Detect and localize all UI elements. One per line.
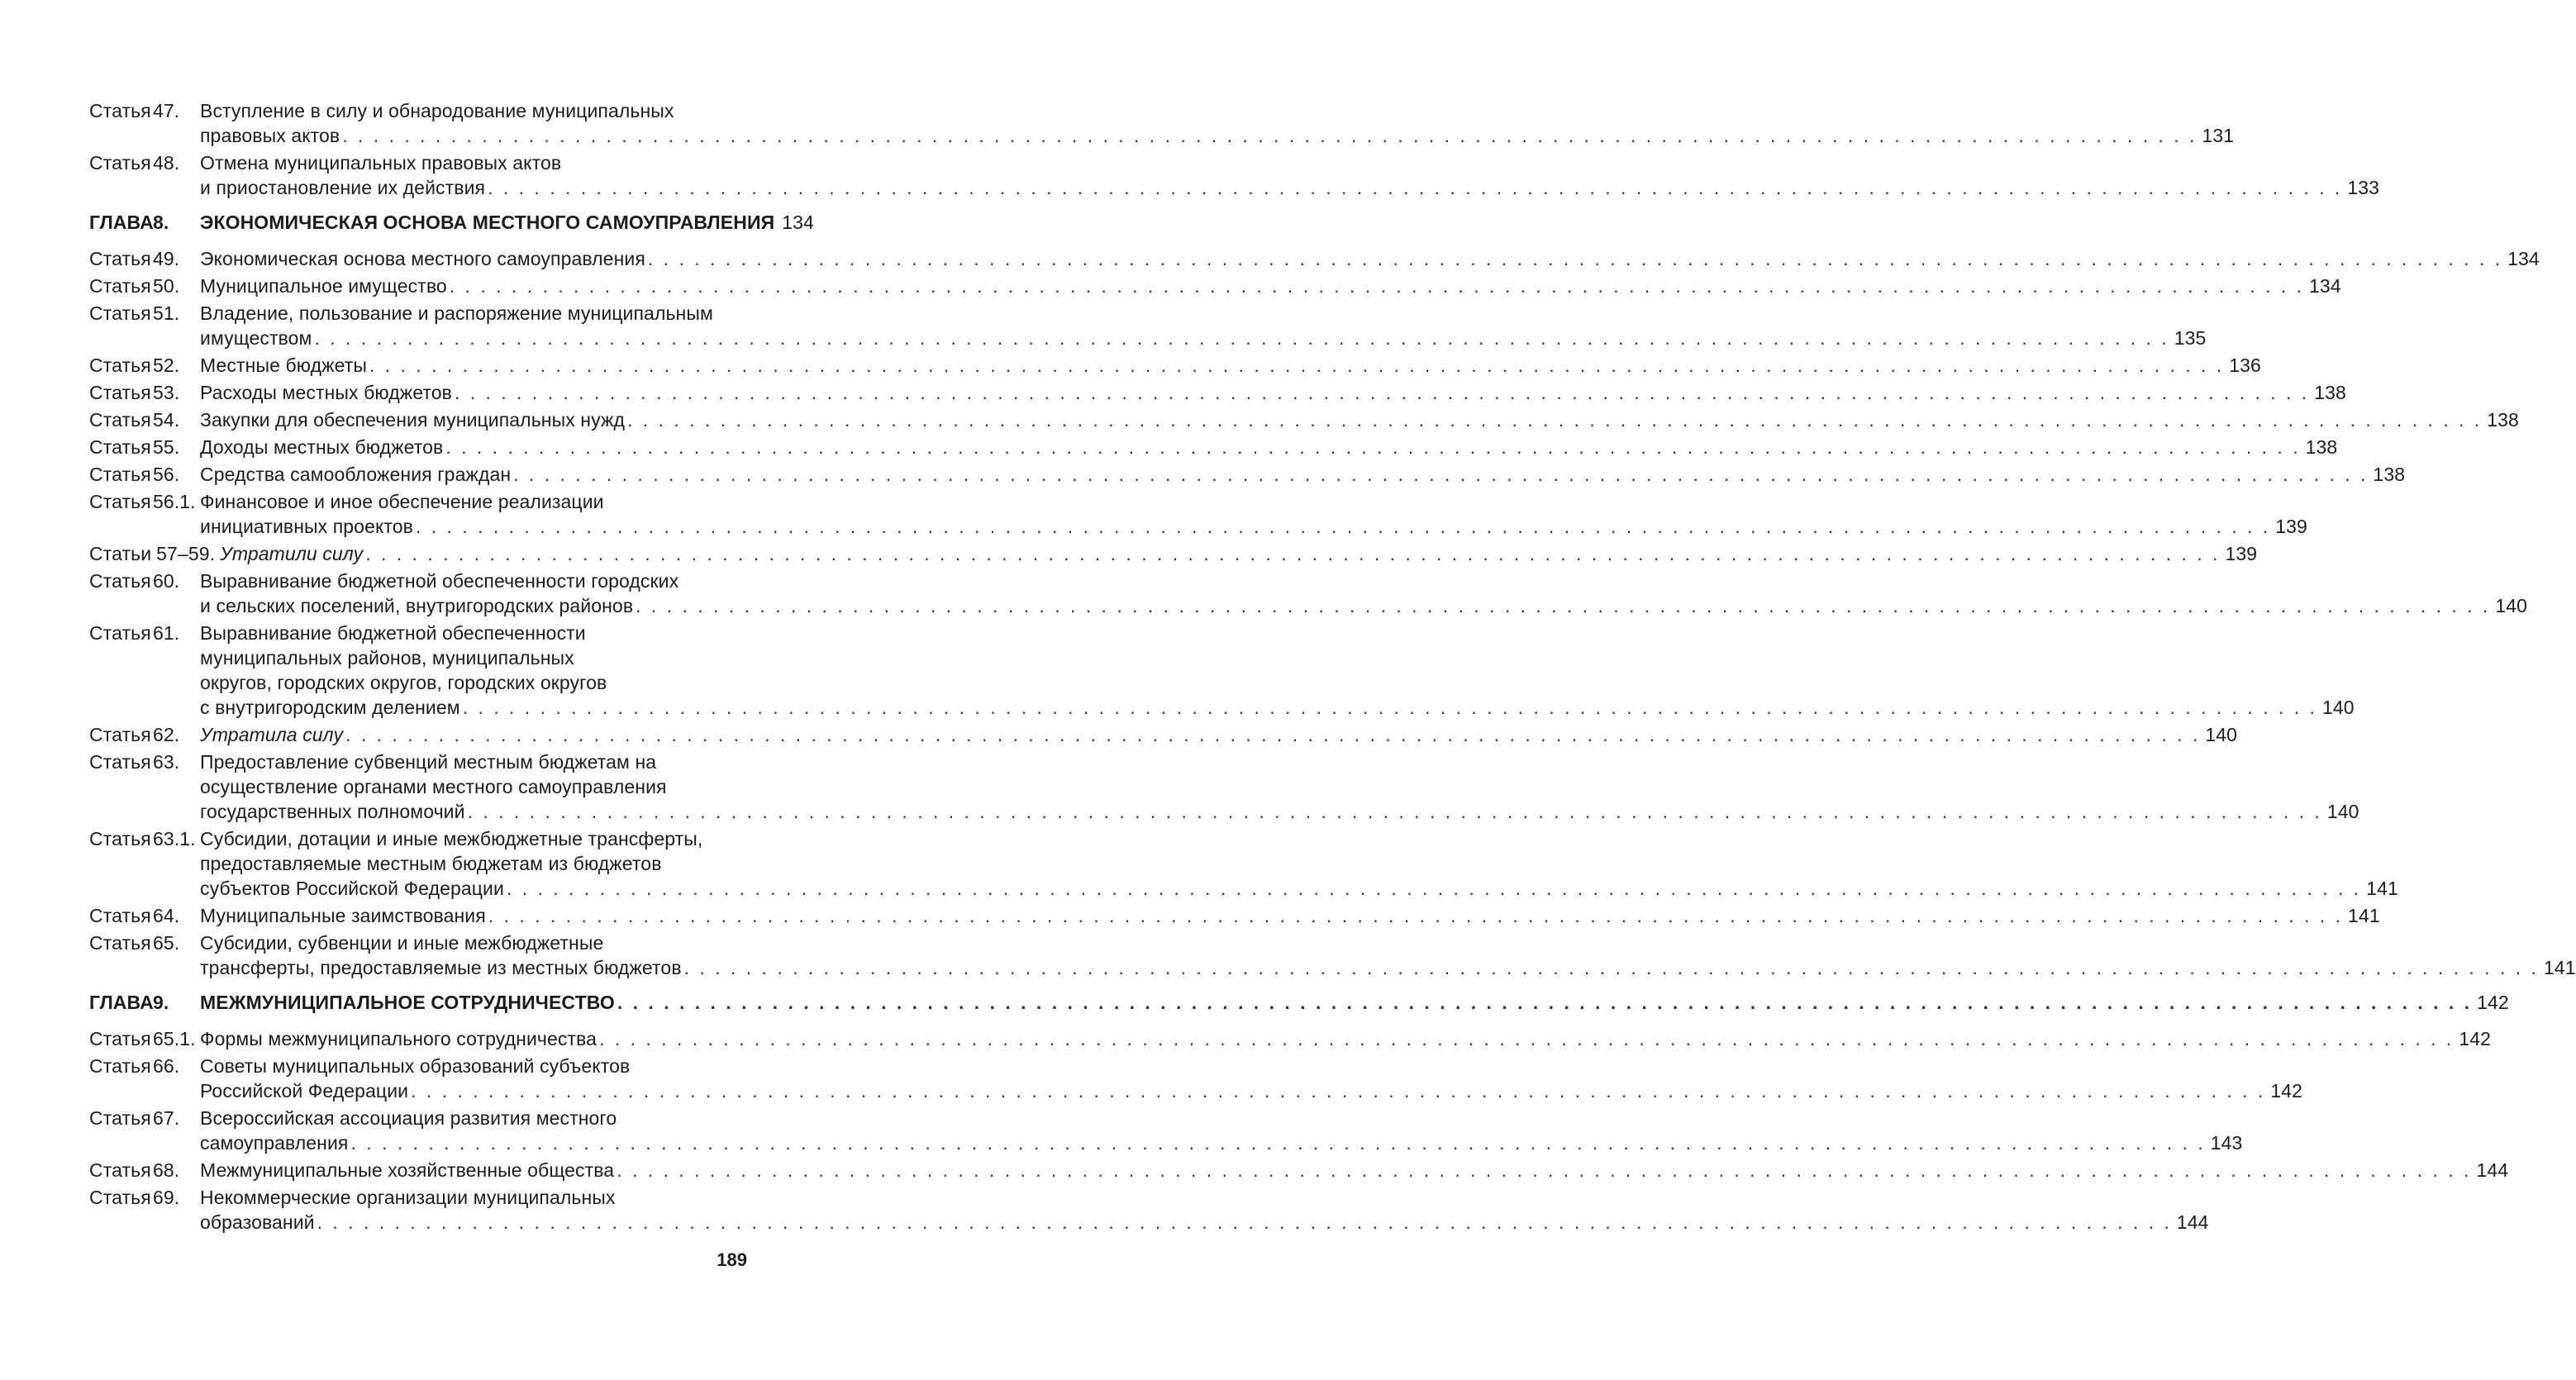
toc-article-entry xyxy=(89,569,2528,618)
entry-title-line: субъектов Российской Федерации xyxy=(200,878,504,899)
entry-title-line: Отмена муниципальных правовых актов xyxy=(200,152,562,174)
entry-label-word: Статья xyxy=(89,464,151,485)
entry-title-line: и приостановление их действия xyxy=(200,177,486,198)
entry-title-line: ЭКОНОМИЧЕСКАЯ ОСНОВА МЕСТНОГО САМОУПРАВЛЕНИЯ xyxy=(200,212,775,233)
toc-article-entry xyxy=(89,489,2307,539)
entry-title-line: Закупки для обеспечения муниципальных нужд xyxy=(200,409,625,431)
entry-page-number: 138 xyxy=(2314,382,2346,403)
toc-article-entry xyxy=(89,749,2359,824)
entry-number: 63.1. xyxy=(153,828,196,849)
entry-title-line: самоуправления xyxy=(200,1132,349,1154)
entry-label xyxy=(89,407,200,432)
dot-leader: . . . . . . . . . . . . . . . . . . . . . . . . . . . . . . . . . . . . . . . . . . . . . . . . . . . . . . . . . . . . . . . . . . . . . . . . . . . . . . . . . . . . . . . . . . . . . . . . . . . . . . . . . . . . . . . . . . . . . . . . xyxy=(350,1132,2206,1154)
entry-title-line: Субсидии, субвенции и иные межбюджетные xyxy=(200,932,604,954)
toc-article-entry xyxy=(89,826,2398,901)
toc-article-entry xyxy=(89,380,2346,405)
entry-label-word: Статья xyxy=(89,1028,151,1049)
entry-label-word: Статья xyxy=(89,751,151,773)
entry-label-word: Статья xyxy=(89,409,151,431)
entry-title xyxy=(200,150,2380,200)
entry-label-word: Статья xyxy=(89,302,151,324)
entry-label xyxy=(89,1026,200,1051)
entry-number: 62. xyxy=(153,724,180,745)
entry-page-number: 134 xyxy=(782,212,814,233)
entry-label xyxy=(89,621,200,720)
toc-article-entry xyxy=(89,435,2338,459)
entry-title-line: Вступление в силу и обнародование муниципальных xyxy=(200,100,674,121)
entry-title xyxy=(200,407,2519,432)
dot-leader: . . . . . . . . . . . . . . . . . . . . . . . . . . . . . . . . . . . . . . . . . . . . . . . . . . . . . . . . . . . . . . . . . . . . . . . . . . . . . . . . . . . . . . . . . . . . . . . . . . . . . . . . . . . . . . . . . . . . . . . . xyxy=(599,1028,2455,1049)
toc-article-entry xyxy=(89,722,2238,747)
entry-label-word: Статья xyxy=(89,570,151,592)
entry-title-line: Выравнивание бюджетной обеспеченности городских xyxy=(200,570,679,592)
entry-label-word: ГЛАВА xyxy=(89,212,154,233)
entry-number: 51. xyxy=(153,302,180,324)
entry-title-line: трансферты, предоставляемые из местных бюджетов xyxy=(200,957,682,978)
entry-title-line: Доходы местных бюджетов xyxy=(200,436,444,458)
entry-title xyxy=(200,990,2509,1015)
entry-title-line: Межмуниципальные хозяйственные общества xyxy=(200,1159,615,1181)
toc-article-entry xyxy=(89,1054,2303,1103)
entry-title xyxy=(200,1106,2243,1155)
entry-page-number: 140 xyxy=(2321,697,2355,718)
entry-title xyxy=(200,749,2359,824)
entry-label xyxy=(89,1106,200,1155)
entry-number: 57–59. xyxy=(156,543,216,564)
entry-label xyxy=(89,98,200,148)
toc-article-entry xyxy=(89,353,2261,378)
dot-leader: . . . . . . . . . . . . . . . . . . . . . . . . . . . . . . . . . . . . . . . . . . . . . . . . . . . . . . . . . . . . . . . . . . . . . . . . . . . . . . . . . . . . . . . . . . . . . . . . . . . . . . . . . . . . . . . . . . . . . . . . xyxy=(314,327,2169,349)
entry-label-word: Статья xyxy=(89,932,151,954)
entry-label-word: Статья xyxy=(89,1107,151,1129)
entry-number: 9. xyxy=(153,992,169,1013)
dot-leader: . . . . . . . . . . . . . . . . . . . . . . . . . . . . . . . . . . . . . . . . . . . . . . . . . . . . . . . . . . . . . . . . . . . . . . . . . . . . . . . . . . . . . . . . . . . . . . . . . . . . . . . . . . . . . . . . . . . . . . . . xyxy=(365,543,2221,564)
dot-leader: . . . . . . . . . . . . . . . . . . . . . . . . . . . . . . . . . . . . . . . . . . . . . . . . . . . . . . . . . . . . . . . . . . . . . . . . . . . . . . . . . . . . . . . . . . . . . . . . . . . . . . . . . . . . . . . . . . . . . . . . xyxy=(411,1080,2266,1102)
entry-label xyxy=(89,541,215,566)
entry-label xyxy=(89,569,200,618)
entry-page-number: 144 xyxy=(2176,1211,2209,1233)
entry-title xyxy=(200,380,2346,405)
entry-title xyxy=(200,246,2540,271)
entry-label xyxy=(89,150,200,200)
toc-article-entry xyxy=(89,98,2235,148)
entry-title-line: Российской Федерации xyxy=(200,1080,409,1102)
entry-number: 64. xyxy=(153,905,180,926)
toc-chapter-entry xyxy=(89,990,2509,1015)
entry-title-line: Утратила силу xyxy=(200,724,344,745)
entry-label-word: Статьи xyxy=(89,543,152,564)
entry-title-line: Владение, пользование и распоряжение муниципальным xyxy=(200,302,713,324)
entry-title-line: осуществление органами местного самоуправления xyxy=(200,776,667,797)
entry-title xyxy=(200,569,2528,618)
entry-title xyxy=(200,274,2341,298)
entry-label xyxy=(89,990,200,1015)
entry-title-line: муниципальных районов, муниципальных xyxy=(200,647,574,669)
entry-page-number: 138 xyxy=(2373,464,2406,485)
entry-label xyxy=(89,274,200,298)
dot-leader: . . . . . . . . . . . . . . . . . . . . . . . . . . . . . . . . . . . . . . . . . . . . . . . . . . . . . . . . . . . . . . . . . . . . . . . . . . . . . . . . . . . . . . . . . . . . . . . . . . . . . . . . . . . . . . . . . . . . . . . . xyxy=(342,125,2197,146)
entry-number: 69. xyxy=(153,1187,180,1208)
entry-number: 63. xyxy=(153,751,180,773)
entry-page-number: 135 xyxy=(2174,327,2207,349)
entry-page-number: 140 xyxy=(2205,724,2238,745)
dot-leader: . . . . . . . . . . . . . . . . . . . . . . . . . . . . . . . . . . . . . . . . . . . . . . . . . . . . . . . . . . . . . . . . . . . . . . . . . . . . . . . . . . . . . . . . . . . . . . . . . . . . . . . . . . . . . . . . . . . . . . . . xyxy=(617,992,2473,1013)
dot-leader: . . . . . . . . . . . . . . . . . . . . . . . . . . . . . . . . . . . . . . . . . . . . . . . . . . . . . . . . . . . . . . . . . . . . . . . . . . . . . . . . . . . . . . . . . . . . . . . . . . . . . . . . . . . . . . . . . . . . . . . . xyxy=(467,801,2322,822)
entry-page-number: 140 xyxy=(2495,595,2528,616)
entry-label-word: Статья xyxy=(89,248,151,269)
toc-chapter-entry xyxy=(89,210,814,235)
entry-page-number: 139 xyxy=(2275,516,2307,537)
entry-title-line: Утратили силу xyxy=(220,543,364,564)
entry-label-word: Статья xyxy=(89,1055,151,1077)
toc-article-entry xyxy=(89,462,2406,487)
entry-number: 67. xyxy=(153,1107,180,1129)
entry-title-line: и сельских поселений, внутригородских районов xyxy=(200,595,634,616)
entry-title-line: с внутригородским делением xyxy=(200,697,460,718)
entry-page-number: 141 xyxy=(2366,878,2398,899)
entry-page-number: 140 xyxy=(2326,801,2359,822)
entry-number: 54. xyxy=(153,409,180,431)
entry-title-line: МЕЖМУНИЦИПАЛЬНОЕ СОТРУДНИЧЕСТВО xyxy=(200,992,615,1013)
entry-page-number: 136 xyxy=(2229,355,2261,376)
entry-page-number: 141 xyxy=(2348,905,2380,926)
entry-number: 50. xyxy=(153,275,180,297)
entry-title xyxy=(200,489,2307,539)
entry-page-number: 143 xyxy=(2210,1132,2243,1154)
dot-leader: . . . . . . . . . . . . . . . . . . . . . . . . . . . . . . . . . . . . . . . . . . . . . . . . . . . . . . . . . . . . . . . . . . . . . . . . . . . . . . . . . . . . . . . . . . . . . . . . . . . . . . . . . . . . . . . . . . . . . . . . xyxy=(317,1211,2172,1233)
entry-label-word: Статья xyxy=(89,152,151,174)
entry-title xyxy=(220,541,2258,566)
entry-title xyxy=(200,210,814,235)
entry-number: 61. xyxy=(153,622,180,644)
entry-label-word: Статья xyxy=(89,436,151,458)
entry-label xyxy=(89,489,200,539)
entry-title xyxy=(200,826,2398,901)
dot-leader: . . . . . . . . . . . . . . . . . . . . . . . . . . . . . . . . . . . . . . . . . . . . . . . . . . . . . . . . . . . . . . . . . . . . . . . . . . . . . . . . . . . . . . . . . . . . . . . . . . . . . . . . . . . . . . . . . . . . . . . . xyxy=(636,595,2491,616)
entry-label xyxy=(89,826,200,901)
entry-page-number: 133 xyxy=(2347,177,2380,198)
entry-label-word: Статья xyxy=(89,724,151,745)
page-number: 189 xyxy=(717,1249,747,1270)
entry-number: 60. xyxy=(153,570,180,592)
table-of-contents xyxy=(89,98,2576,1237)
entry-label xyxy=(89,930,200,980)
entry-title-line: Финансовое и иное обеспечение реализации xyxy=(200,491,604,512)
entry-title xyxy=(200,1054,2303,1103)
entry-number: 8. xyxy=(153,212,169,233)
entry-label-word: Статья xyxy=(89,905,151,926)
dot-leader: . . . . . . . . . . . . . . . . . . . . . . . . . . . . . . . . . . . . . . . . . . . . . . . . . . . . . . . . . . . . . . . . . . . . . . . . . . . . . . . . . . . . . . . . . . . . . . . . . . . . . . . . . . . . . . . . . . . . . . . . xyxy=(445,436,2301,458)
entry-label xyxy=(89,1185,200,1235)
entry-title-line: Муниципальное имущество xyxy=(200,275,447,297)
entry-title-line: Средства самообложения граждан xyxy=(200,464,512,485)
entry-title xyxy=(200,353,2261,378)
entry-label-word: Статья xyxy=(89,275,151,297)
entry-title xyxy=(200,621,2355,720)
entry-number: 66. xyxy=(153,1055,180,1077)
entry-title-line: инициативных проектов xyxy=(200,516,413,537)
entry-label-word: Статья xyxy=(89,622,151,644)
entry-page-number: 134 xyxy=(2309,275,2341,297)
entry-number: 49. xyxy=(153,248,180,269)
entry-number: 52. xyxy=(153,355,180,376)
dot-leader: . . . . . . . . . . . . . . . . . . . . . . . . . . . . . . . . . . . . . . . . . . . . . . . . . . . . . . . . . . . . . . . . . . . . . . . . . . . . . . . . . . . . . . . . . . . . . . . . . . . . . . . . . . . . . . . . . . . . . . . . xyxy=(488,905,2344,926)
entry-title xyxy=(200,1185,2209,1235)
entry-label xyxy=(89,1054,200,1103)
entry-label xyxy=(89,749,200,824)
entry-number: 47. xyxy=(153,100,180,121)
entry-label xyxy=(89,301,200,350)
dot-leader: . . . . . . . . . . . . . . . . . . . . . . . . . . . . . . . . . . . . . . . . . . . . . . . . . . . . . . . . . . . . . . . . . . . . . . . . . . . . . . . . . . . . . . . . . . . . . . . . . . . . . . . . . . . . . . . . . . . . . . . . xyxy=(513,464,2369,485)
entry-title xyxy=(200,1026,2491,1051)
toc-article-entry xyxy=(89,903,2380,928)
entry-label-word: Статья xyxy=(89,828,151,849)
entry-label xyxy=(89,353,200,378)
entry-title xyxy=(200,462,2406,487)
entry-title-line: Расходы местных бюджетов xyxy=(200,382,452,403)
entry-title-line: Всероссийская ассоциация развития местного xyxy=(200,1107,617,1129)
entry-number: 65. xyxy=(153,932,180,954)
entry-number: 56. xyxy=(153,464,180,485)
entry-title-line: округов, городских округов, городских округов xyxy=(200,672,607,693)
entry-title-line: предоставляемые местным бюджетам из бюджетов xyxy=(200,853,662,874)
entry-number: 48. xyxy=(153,152,180,174)
entry-label-word: Статья xyxy=(89,100,151,121)
entry-page-number: 131 xyxy=(2202,125,2235,146)
entry-page-number: 139 xyxy=(2225,543,2258,564)
dot-leader: . . . . . . . . . . . . . . . . . . . . . . . . . . . . . . . . . . . . . . . . . . . . . . . . . . . . . . . . . . . . . . . . . . . . . . . . . . . . . . . . . . . . . . . . . . . . . . . . . . . . . . . . . . . . . . . . . . . . . . . . xyxy=(506,878,2362,899)
dot-leader: . . . . . . . . . . . . . . . . . . . . . . . . . . . . . . . . . . . . . . . . . . . . . . . . . . . . . . . . . . . . . . . . . . . . . . . . . . . . . . . . . . . . . . . . . . . . . . . . . . . . . . . . . . . . . . . . . . . . . . . . xyxy=(617,1159,2472,1181)
entry-page-number: 141 xyxy=(2543,957,2576,978)
entry-title xyxy=(200,930,2576,980)
toc-article-entry xyxy=(89,930,2576,980)
dot-leader: . . . . . . . . . . . . . . . . . . . . . . . . . . . . . . . . . . . . . . . . . . . . . . . . . . . . . . . . . . . . . . . . . . . . . . . . . . . . . . . . . . . . . . . . . . . . . . . . . . . . . . . . . . . . . . . . . . . . . . . . xyxy=(647,248,2503,269)
entry-title xyxy=(200,722,2238,747)
dot-leader: . . . . . . . . . . . . . . . . . . . . . . . . . . . . . . . . . . . . . . . . . . . . . . . . . . . . . . . . . . . . . . . . . . . . . . . . . . . . . . . . . . . . . . . . . . . . . . . . . . . . . . . . . . . . . . . . . . . . . . . . xyxy=(449,275,2305,297)
toc-article-entry xyxy=(89,407,2519,432)
toc-article-entry xyxy=(89,246,2540,271)
entry-page-number: 142 xyxy=(2270,1080,2303,1102)
entry-number: 68. xyxy=(153,1159,180,1181)
entry-label xyxy=(89,462,200,487)
entry-title xyxy=(200,435,2338,459)
entry-title-line: Предоставление субвенций местным бюджетам на xyxy=(200,751,657,773)
entry-label xyxy=(89,722,200,747)
entry-title-line: Экономическая основа местного самоуправления xyxy=(200,248,645,269)
entry-title-line: Некоммерческие организации муниципальных xyxy=(200,1187,616,1208)
entry-title-line: Советы муниципальных образований субъектов xyxy=(200,1055,631,1077)
entry-label-word: Статья xyxy=(89,355,151,376)
entry-title-line: Муниципальные заимствования xyxy=(200,905,486,926)
toc-article-entry xyxy=(89,301,2207,350)
entry-label-word: ГЛАВА xyxy=(89,992,154,1013)
entry-label xyxy=(89,1158,200,1183)
entry-label xyxy=(89,380,200,405)
toc-article-entry xyxy=(89,1106,2243,1155)
dot-leader: . . . . . . . . . . . . . . . . . . . . . . . . . . . . . . . . . . . . . . . . . . . . . . . . . . . . . . . . . . . . . . . . . . . . . . . . . . . . . . . . . . . . . . . . . . . . . . . . . . . . . . . . . . . . . . . . . . . . . . . . xyxy=(462,697,2317,718)
entry-title xyxy=(200,301,2207,350)
toc-article-entry xyxy=(89,274,2341,298)
entry-number: 55. xyxy=(153,436,180,458)
toc-article-entry xyxy=(89,1026,2491,1051)
entry-label xyxy=(89,435,200,459)
entry-page-number: 138 xyxy=(2487,409,2519,431)
toc-article-entry xyxy=(89,1158,2509,1183)
entry-title-line: государственных полномочий xyxy=(200,801,465,822)
entry-label xyxy=(89,210,200,235)
entry-page-number: 144 xyxy=(2476,1159,2509,1181)
dot-leader: . . . . . . . . . . . . . . . . . . . . . . . . . . . . . . . . . . . . . . . . . . . . . . . . . . . . . . . . . . . . . . . . . . . . . . . . . . . . . . . . . . . . . . . . . . . . . . . . . . . . . . . . . . . . . . . . . . . . . . . . xyxy=(369,355,2225,376)
entry-title-line: Субсидии, дотации и иные межбюджетные трансферты, xyxy=(200,828,703,849)
entry-title-line: правовых актов xyxy=(200,125,340,146)
dot-leader: . . . . . . . . . . . . . . . . . . . . . . . . . . . . . . . . . . . . . . . . . . . . . . . . . . . . . . . . . . . . . . . . . . . . . . . . . . . . . . . . . . . . . . . . . . . . . . . . . . . . . . . . . . . . . . . . . . . . . . . . xyxy=(488,177,2343,198)
entry-title xyxy=(200,98,2235,148)
toc-article-entry xyxy=(89,541,2258,566)
entry-label xyxy=(89,903,200,928)
entry-title xyxy=(200,1158,2509,1183)
entry-label-word: Статья xyxy=(89,1159,151,1181)
entry-label-word: Статья xyxy=(89,1187,151,1208)
entry-title-line: Местные бюджеты xyxy=(200,355,367,376)
dot-leader: . . . . . . . . . . . . . . . . . . . . . . . . . . . . . . . . . . . . . . . . . . . . . . . . . . . . . . . . . . . . . . . . . . . . . . . . . . . . . . . . . . . . . . . . . . . . . . . . . . . . . . . . . . . . . . . . . . . . . . . . xyxy=(415,516,2271,537)
entry-number: 53. xyxy=(153,382,180,403)
entry-title-line: имуществом xyxy=(200,327,312,349)
entry-page-number: 142 xyxy=(2459,1028,2491,1049)
entry-page-number: 134 xyxy=(2507,248,2540,269)
dot-leader: . . . . . . . . . . . . . . . . . . . . . . . . . . . . . . . . . . . . . . . . . . . . . . . . . . . . . . . . . . . . . . . . . . . . . . . . . . . . . . . . . . . . . . . . . . . . . . . . . . . . . . . . . . . . . . . . . . . . . . . . xyxy=(626,409,2483,431)
toc-article-entry xyxy=(89,150,2380,200)
entry-label-word: Статья xyxy=(89,491,151,512)
entry-title-line: образований xyxy=(200,1211,315,1233)
entry-number: 65.1. xyxy=(153,1028,196,1049)
entry-title-line: Формы межмуниципального сотрудничества xyxy=(200,1028,598,1049)
entry-page-number: 138 xyxy=(2305,436,2338,458)
dot-leader: . . . . . . . . . . . . . . . . . . . . . . . . . . . . . . . . . . . . . . . . . . . . . . . . . . . . . . . . . . . . . . . . . . . . . . . . . . . . . . . . . . . . . . . . . . . . . . . . . . . . . . . . . . . . . . . . . . . . . . . . xyxy=(454,382,2310,403)
entry-page-number: 142 xyxy=(2477,992,2509,1013)
toc-article-entry xyxy=(89,621,2355,720)
entry-label xyxy=(89,246,200,271)
dot-leader: . . . . . . . . . . . . . . . . . . . . . . . . . . . . . . . . . . . . . . . . . . . . . . . . . . . . . . . . . . . . . . . . . . . . . . . . . . . . . . . . . . . . . . . . . . . . . . . . . . . . . . . . . . . . . . . . . . . . . . . . xyxy=(683,957,2539,978)
toc-article-entry xyxy=(89,1185,2209,1235)
entry-label-word: Статья xyxy=(89,382,151,403)
entry-title xyxy=(200,903,2380,928)
entry-number: 56.1. xyxy=(153,491,196,512)
dot-leader: . . . . . . . . . . . . . . . . . . . . . . . . . . . . . . . . . . . . . . . . . . . . . . . . . . . . . . . . . . . . . . . . . . . . . . . . . . . . . . . . . . . . . . . . . . . . . . . . . . . . . . . . . . . . . . . . . . . . . . . . xyxy=(345,724,2201,745)
entry-title-line: Выравнивание бюджетной обеспеченности xyxy=(200,622,586,644)
